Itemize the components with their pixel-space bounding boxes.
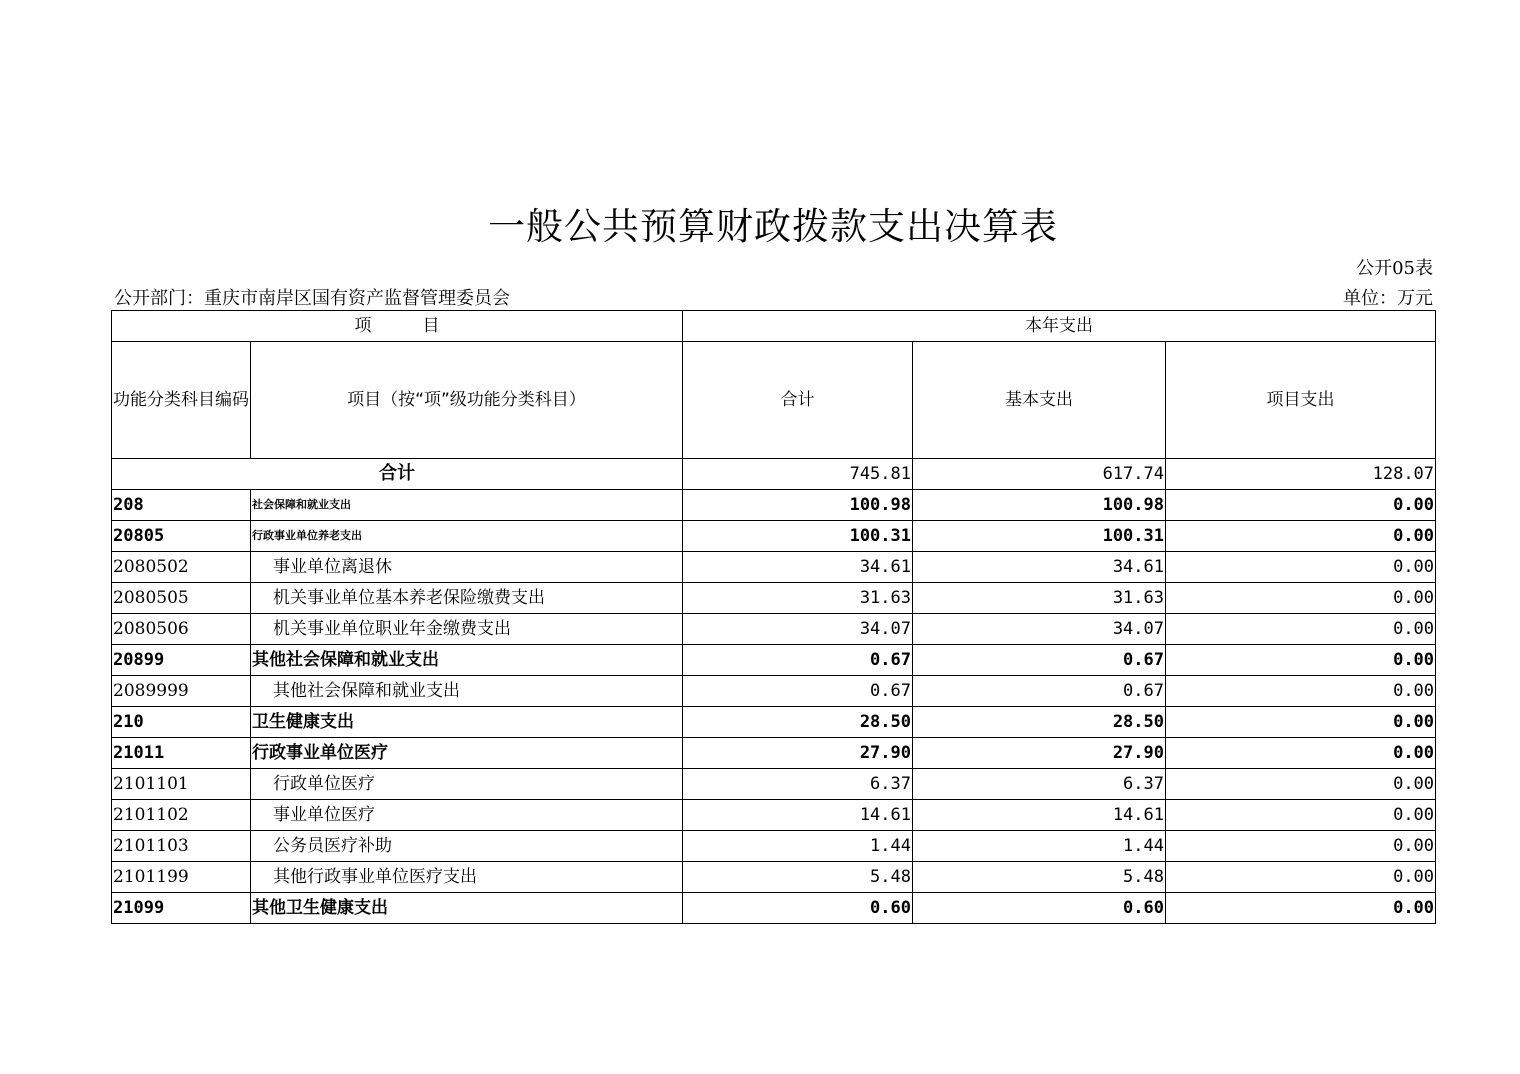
basic-cell: 100.31 [913, 521, 1166, 552]
name-cell: 其他社会保障和就业支出 [251, 676, 683, 707]
header-row-group [112, 311, 1436, 342]
total-basic: 617.74 [913, 459, 1166, 490]
total-row [112, 459, 1436, 490]
project-cell: 0.00 [1166, 862, 1436, 893]
code-cell: 208 [112, 490, 251, 521]
total-cell: 0.60 [683, 893, 913, 924]
project-cell: 0.00 [1166, 614, 1436, 645]
table-row [112, 645, 1436, 676]
code-cell: 2101101 [112, 769, 251, 800]
total-cell: 100.31 [683, 521, 913, 552]
table-row [112, 614, 1436, 645]
table-row [112, 552, 1436, 583]
project-cell: 0.00 [1166, 552, 1436, 583]
total-sum: 745.81 [683, 459, 913, 490]
header-basic-col: 基本支出 [913, 342, 1166, 459]
project-cell: 0.00 [1166, 645, 1436, 676]
table-row [112, 862, 1436, 893]
code-cell: 2101199 [112, 862, 251, 893]
total-cell: 6.37 [683, 769, 913, 800]
basic-cell: 0.60 [913, 893, 1166, 924]
table-row [112, 490, 1436, 521]
department-label: 公开部门：重庆市南岸区国有资产监督管理委员会 [114, 288, 510, 309]
basic-cell: 6.37 [913, 769, 1166, 800]
form-number: 公开05表 [1356, 258, 1433, 279]
name-cell: 行政事业单位养老支出 [251, 521, 683, 552]
total-label: 合计 [112, 459, 683, 490]
name-cell: 事业单位离退休 [251, 552, 683, 583]
table-row [112, 893, 1436, 924]
basic-cell: 100.98 [913, 490, 1166, 521]
table-row [112, 583, 1436, 614]
total-cell: 14.61 [683, 800, 913, 831]
code-cell: 21099 [112, 893, 251, 924]
code-cell: 2089999 [112, 676, 251, 707]
code-cell: 21011 [112, 738, 251, 769]
project-cell: 0.00 [1166, 583, 1436, 614]
project-cell: 0.00 [1166, 676, 1436, 707]
table-row [112, 831, 1436, 862]
table-row [112, 521, 1436, 552]
total-cell: 31.63 [683, 583, 913, 614]
basic-cell: 0.67 [913, 645, 1166, 676]
basic-cell: 14.61 [913, 800, 1166, 831]
basic-cell: 27.90 [913, 738, 1166, 769]
project-cell: 0.00 [1166, 521, 1436, 552]
basic-cell: 0.67 [913, 676, 1166, 707]
total-cell: 0.67 [683, 676, 913, 707]
code-cell: 20805 [112, 521, 251, 552]
project-cell: 0.00 [1166, 893, 1436, 924]
header-row-columns [112, 342, 1436, 459]
basic-cell: 34.61 [913, 552, 1166, 583]
code-cell: 2080505 [112, 583, 251, 614]
project-cell: 0.00 [1166, 800, 1436, 831]
name-cell: 机关事业单位职业年金缴费支出 [251, 614, 683, 645]
name-cell: 行政事业单位医疗 [251, 738, 683, 769]
total-cell: 34.07 [683, 614, 913, 645]
code-cell: 2101103 [112, 831, 251, 862]
project-cell: 0.00 [1166, 831, 1436, 862]
expenditure-table [111, 310, 1436, 924]
total-cell: 34.61 [683, 552, 913, 583]
total-project: 128.07 [1166, 459, 1436, 490]
project-cell: 0.00 [1166, 707, 1436, 738]
basic-cell: 28.50 [913, 707, 1166, 738]
unit-label: 单位：万元 [1343, 288, 1433, 309]
basic-cell: 5.48 [913, 862, 1166, 893]
code-cell: 20899 [112, 645, 251, 676]
code-cell: 210 [112, 707, 251, 738]
total-cell: 27.90 [683, 738, 913, 769]
table-row [112, 800, 1436, 831]
name-cell: 事业单位医疗 [251, 800, 683, 831]
header-total-col: 合计 [683, 342, 913, 459]
name-cell: 公务员医疗补助 [251, 831, 683, 862]
header-name-col: 项目（按“项”级功能分类科目） [251, 342, 683, 459]
name-cell: 卫生健康支出 [251, 707, 683, 738]
total-cell: 28.50 [683, 707, 913, 738]
total-cell: 5.48 [683, 862, 913, 893]
page-title: 一般公共预算财政拨款支出决算表 [488, 205, 1058, 248]
total-cell: 100.98 [683, 490, 913, 521]
total-cell: 1.44 [683, 831, 913, 862]
header-project-col: 项目支出 [1166, 342, 1436, 459]
name-cell: 机关事业单位基本养老保险缴费支出 [251, 583, 683, 614]
code-cell: 2080506 [112, 614, 251, 645]
name-cell: 社会保障和就业支出 [251, 490, 683, 521]
header-item-group: 项 目 [112, 311, 683, 342]
name-cell: 行政单位医疗 [251, 769, 683, 800]
basic-cell: 31.63 [913, 583, 1166, 614]
table-row [112, 738, 1436, 769]
table-row [112, 676, 1436, 707]
header-year-group: 本年支出 [683, 311, 1436, 342]
project-cell: 0.00 [1166, 490, 1436, 521]
code-cell: 2080502 [112, 552, 251, 583]
name-cell: 其他社会保障和就业支出 [251, 645, 683, 676]
table-row [112, 769, 1436, 800]
name-cell: 其他卫生健康支出 [251, 893, 683, 924]
name-cell: 其他行政事业单位医疗支出 [251, 862, 683, 893]
table-row [112, 707, 1436, 738]
code-cell: 2101102 [112, 800, 251, 831]
header-code-col: 功能分类科目编码 [112, 342, 251, 459]
basic-cell: 1.44 [913, 831, 1166, 862]
total-cell: 0.67 [683, 645, 913, 676]
project-cell: 0.00 [1166, 769, 1436, 800]
basic-cell: 34.07 [913, 614, 1166, 645]
project-cell: 0.00 [1166, 738, 1436, 769]
